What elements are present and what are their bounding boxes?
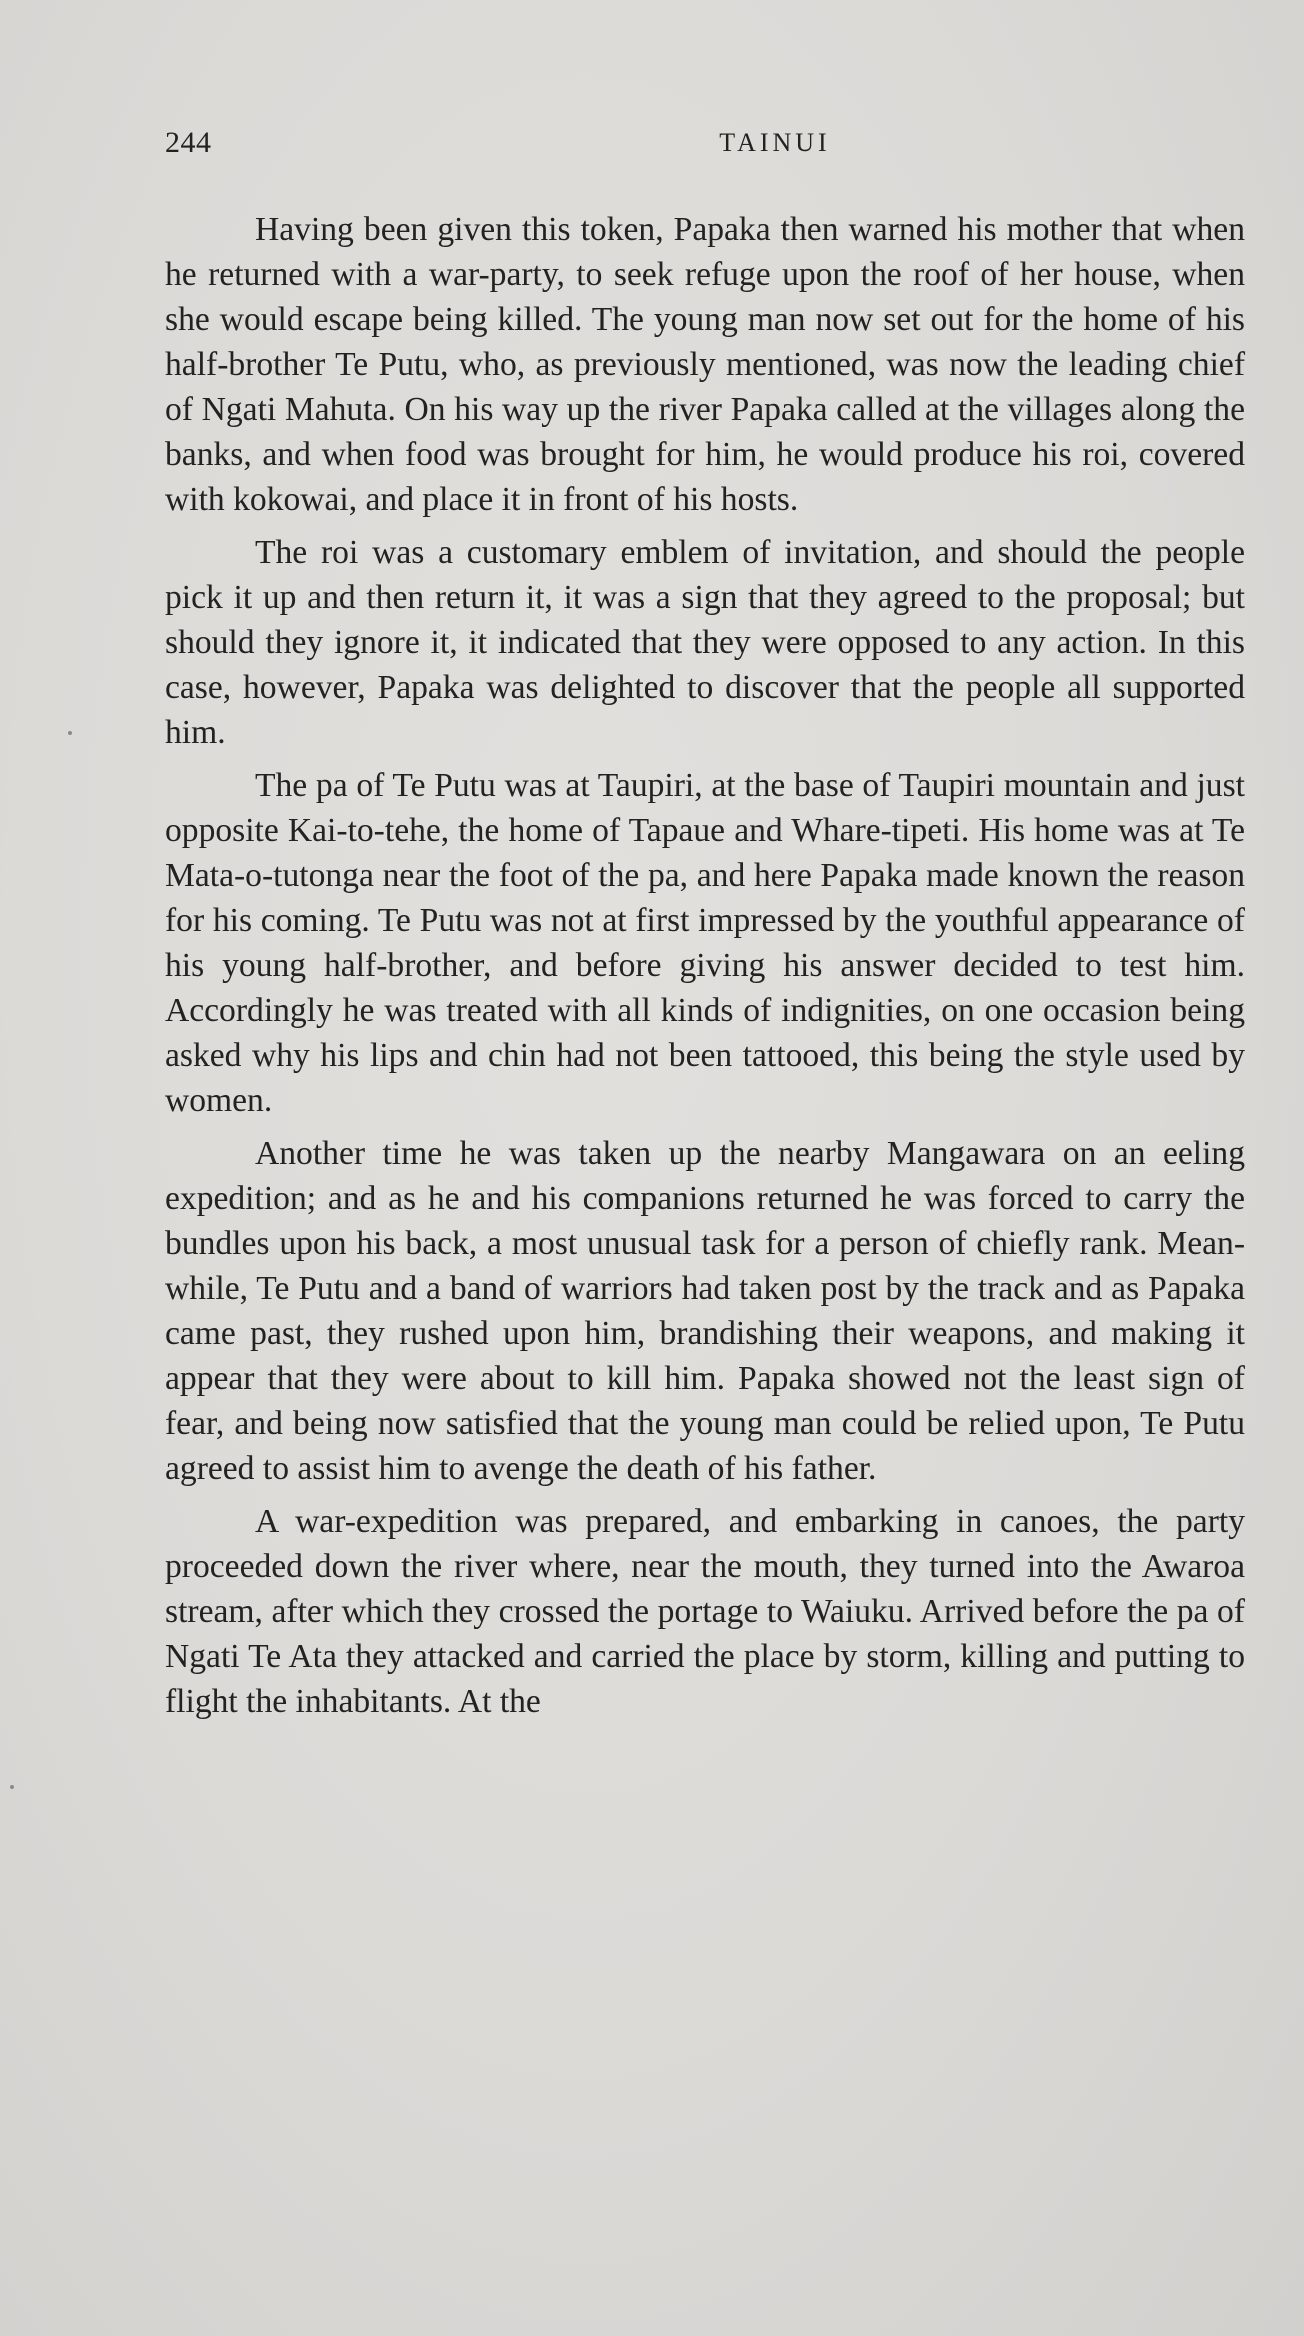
paragraph-2: The roi was a customary emblem of invitation, and should the people pick it up and then return it, it was a sign that they agreed to the proposal; but should they ignore it, it indicated that they were opposed to any action. In this case, however, Papaka was delighted to discover that the people all supported him. — [165, 534, 1245, 751]
margin-speck — [10, 1785, 14, 1789]
paragraph-4: Another time he was taken up the nearby Mangawara on an eeling expedition; and as he and his companions returned he was forced to carry the bundles upon his back, a most unusual task for a person of chiefly rank. Meanwhile, Te Putu and a band of warriors had taken post by the track and as Papaka came past, they rushed upon him, brandishing their weapons, and making it appear that they were about to kill him. Papaka showed not the least sign of fear, and being now satisfied that the young man could be relied upon, Te Putu agreed to assist him to avenge the death of his father. — [165, 1135, 1245, 1487]
running-head: TAINUI — [719, 128, 831, 157]
body-text — [165, 207, 1245, 1724]
margin-speck — [68, 731, 72, 735]
page-header — [165, 126, 1245, 166]
paragraph-3: The pa of Te Putu was at Taupiri, at the base of Taupiri mountain and just opposite Kai-to-tehe, the home of Tapaue and Whare-tipeti. His home was at Te Mata-o-tutonga near the foot of the pa, and here Papaka made known the reason for his coming. Te Putu was not at first impressed by the youthful appearance of his young half-brother, and before giving his answer decided to test him. Accordingly he was treated with all kinds of indignities, on one occasion being asked why his lips and chin had not been tattooed, this being the style used by women. — [165, 767, 1245, 1119]
paragraph-5: A war-expedition was prepared, and embarking in canoes, the party proceeded down the river where, near the mouth, they turned into the Awaroa stream, after which they crossed the portage to Waiuku. Arrived before the pa of Ngati Te Ata they attacked and carried the place by storm, killing and putting to flight the inhabitants. At the — [165, 1503, 1245, 1720]
paragraph-1: Having been given this token, Papaka then warned his mother that when he returned with a war-party, to seek refuge upon the roof of her house, when she would escape being killed. The young man now set out for the home of his half-brother Te Putu, who, as previously mentioned, was now the leading chief of Ngati Mahuta. On his way up the river Papaka called at the villages along the banks, and when food was brought for him, he would produce his roi, covered with kokowai, and place it in front of his hosts. — [165, 211, 1245, 518]
page-number: 244 — [165, 126, 212, 159]
